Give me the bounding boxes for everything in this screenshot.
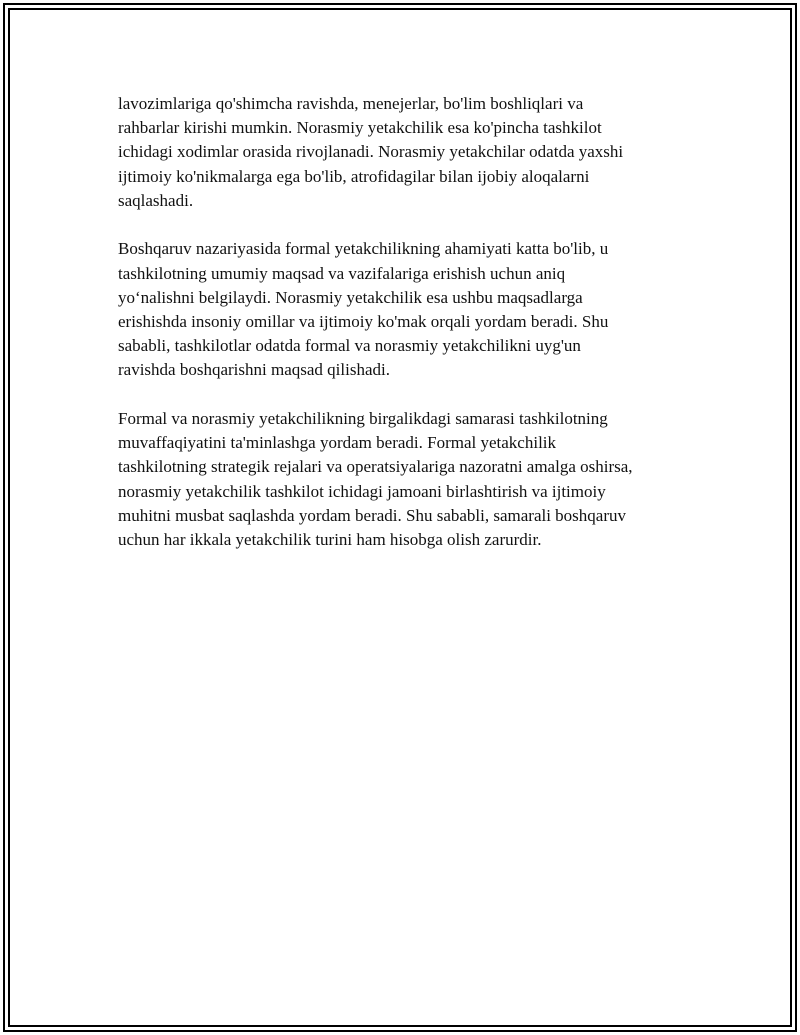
text-line: sababli, tashkilotlar odatda formal va norasmiy yetakchilikni uyg'un: [118, 336, 581, 356]
text-line: Formal va norasmiy yetakchilikning birgalikdagi samarasi tashkilotning: [118, 409, 608, 429]
text-line: erishishda insoniy omillar va ijtimoiy ko'mak orqali yordam beradi. Shu: [118, 312, 609, 332]
text-line: muvaffaqiyatini ta'minlashga yordam beradi. Formal yetakchilik: [118, 433, 557, 453]
text-line: uchun har ikkala yetakchilik turini ham hisobga olish zarurdir.: [118, 530, 542, 550]
text-line: ravishda boshqarishni maqsad qilishadi.: [118, 360, 390, 380]
text-line: ijtimoiy ko'nikmalarga ega bo'lib, atrofidagilar bilan ijobiy aloqalarni: [118, 166, 590, 186]
text-line: tashkilotning strategik rejalari va operatsiyalariga nazoratni amalga oshirsa,: [118, 457, 633, 477]
document-body: [118, 92, 683, 577]
text-line: muhitni musbat saqlashda yordam beradi. Shu sababli, samarali boshqaruv: [118, 505, 627, 525]
text-line: rahbarlar kirishi mumkin. Norasmiy yetakchilik esa ko'pincha tashkilot: [118, 118, 602, 138]
paragraph-3: [118, 407, 683, 552]
text-line: norasmiy yetakchilik tashkilot ichidagi jamoani birlashtirish va ijtimoiy: [118, 481, 606, 501]
text-line: yo‘nalishni belgilaydi. Norasmiy yetakchilik esa ushbu maqsadlarga: [118, 287, 583, 307]
paragraph-1: [118, 92, 683, 213]
text-line: Boshqaruv nazariyasida formal yetakchilikning ahamiyati katta bo'lib, u: [118, 239, 609, 259]
text-line: lavozimlariga qo'shimcha ravishda, menejerlar, bo'lim boshliqlari va: [118, 94, 584, 113]
text-line: ichidagi xodimlar orasida rivojlanadi. Norasmiy yetakchilar odatda yaxshi: [118, 142, 624, 162]
text-line: saqlashadi.: [118, 190, 194, 210]
paragraph-2: [118, 237, 683, 382]
text-line: tashkilotning umumiy maqsad va vazifalariga erishish uchun aniq: [118, 263, 566, 283]
